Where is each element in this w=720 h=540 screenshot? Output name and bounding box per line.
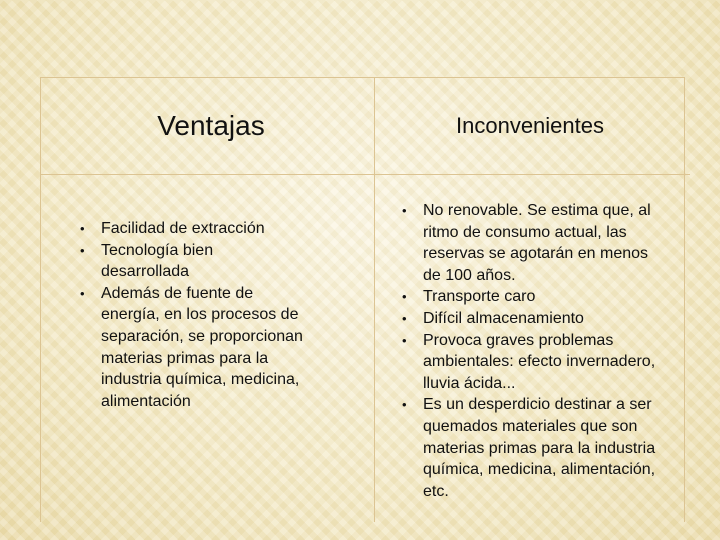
list-item: • Además de fuente de energía, en los procesos de separación, se proporcionan materias primas para la industria química, medicina, alimentación	[80, 283, 305, 413]
inconvenientes-list	[402, 200, 664, 502]
list-item: • Provoca graves problemas ambientales: efecto invernadero, lluvia ácida...	[402, 330, 664, 395]
table-header-divider	[40, 174, 690, 175]
header-ventajas: Ventajas	[157, 110, 265, 141]
list-item: • Transporte caro	[402, 286, 664, 308]
ventajas-cell	[80, 218, 305, 412]
header-inconvenientes: Inconvenientes	[456, 113, 604, 138]
ventajas-list	[80, 218, 305, 412]
list-item: • No renovable. Se estima que, al ritmo de consumo actual, las reservas se agotarán en menos de 100 años.	[402, 200, 664, 286]
inconvenientes-cell	[402, 200, 664, 502]
list-item: • Tecnología bien desarrollada	[80, 240, 305, 283]
list-item: • Facilidad de extracción	[80, 218, 305, 240]
list-item: • Es un desperdicio destinar a ser quemados materiales que son materias primas para la industria química, medicina, alimentación, etc.	[402, 394, 664, 502]
table-border-left	[40, 77, 41, 522]
table-border-right	[684, 77, 685, 522]
list-item: • Difícil almacenamiento	[402, 308, 664, 330]
